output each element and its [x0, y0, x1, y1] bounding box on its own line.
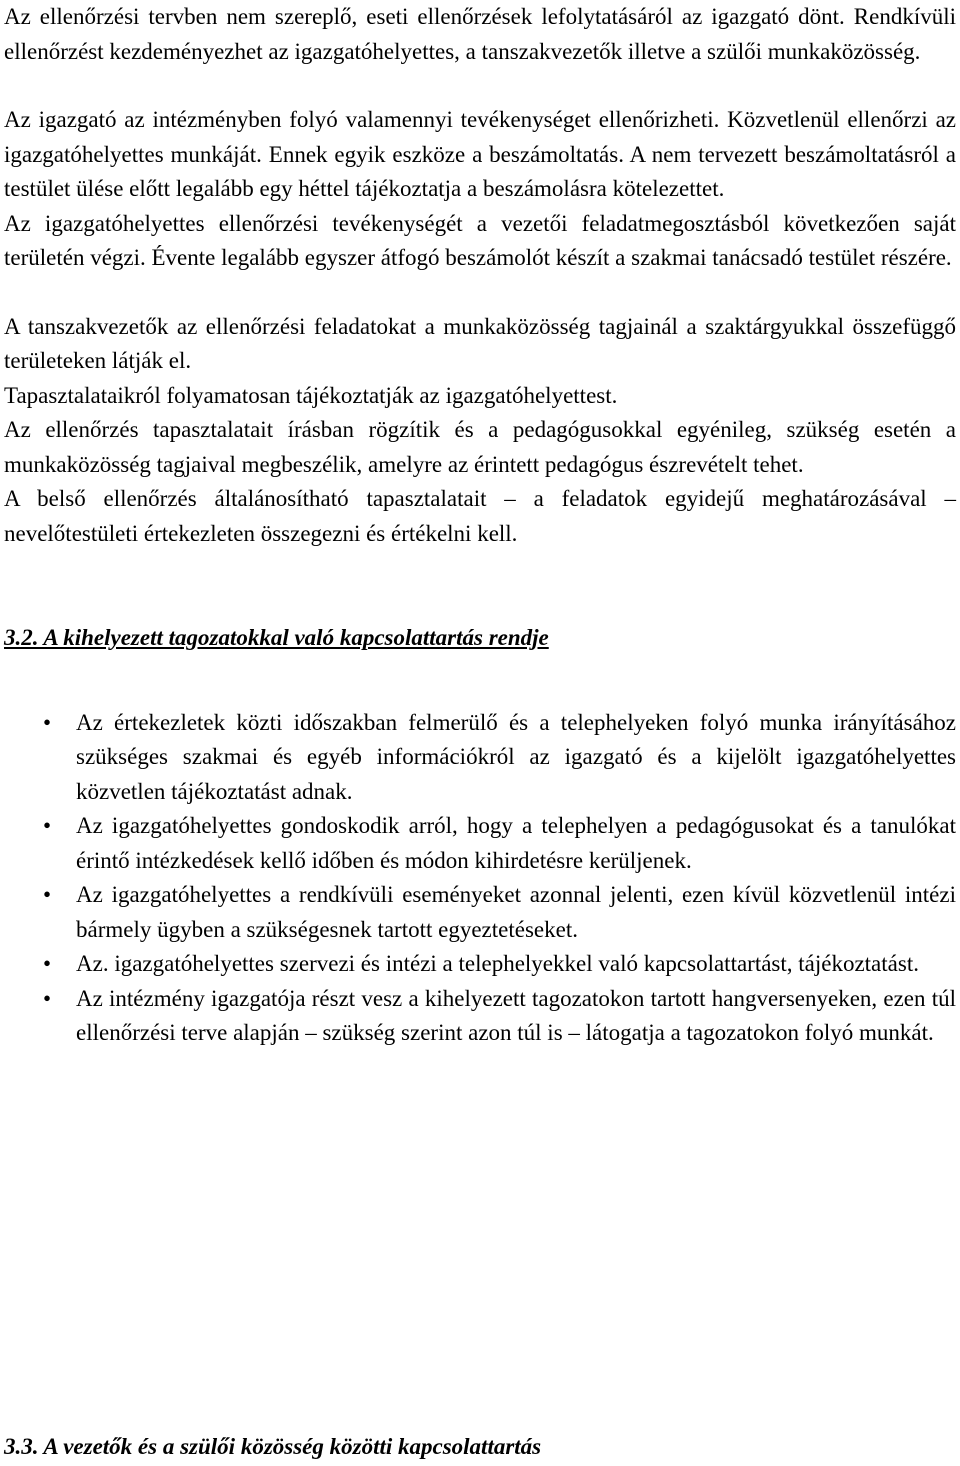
document-page [4, 0, 956, 1459]
list-item-text: Az igazgatóhelyettes a rendkívüli eseményeket azonnal jelenti, ezen kívül közvetlenül intézi bármely ügyben a szükségesnek tartott egyeztetéseket. [76, 882, 956, 942]
paragraph-igazgato-ellenorzes: Az igazgató az intézményben folyó valamennyi tevékenységet ellenőrizheti. Közvetlenül ellenőrzi az igazgatóhelyettes munkáját. Ennek egyik eszköze a beszámoltatás. A nem tervezett beszámoltatásról a testület ülése előtt legalább egy héttel tájékoztatja a beszámolásra kötelezettet. [4, 107, 956, 201]
paragraph-group-tanszakvezetok [4, 310, 956, 552]
bullet-icon: • [42, 882, 52, 907]
list-item [4, 809, 956, 878]
paragraph-tanszakvezetok: A tanszakvezetők az ellenőrzési feladatokat a munkaközösség tagjainál a szaktárgyukkal összefüggő területeken látják el. [4, 313, 956, 373]
list-item [4, 982, 956, 1051]
section-heading-3-3: 3.3. A vezetők és a szülői közösség közötti kapcsolattartás [4, 1434, 542, 1459]
paragraph-eseti-ellenorzesek: Az ellenőrzési tervben nem szereplő, eseti ellenőrzések lefolytatásáról az igazgató dönt. Rendkívüli ellenőrzést kezdeményezhet az igazgatóhelyettes, a tanszakvezetők illetve a szülői munkaközösség. [4, 4, 956, 64]
paragraph-tapasztalatok: Tapasztalataikról folyamatosan tájékoztatják az igazgatóhelyettest. [4, 382, 618, 408]
paragraph-belso-ellenorzes: A belső ellenőrzés általánosítható tapasztalatait – a feladatok egyidejű meghatározásával – nevelőtestületi értekezleten összegezni és értékelni kell. [4, 486, 956, 546]
section-heading-3-2: 3.2. A kihelyezett tagozatokkal való kapcsolattartás rendje [4, 625, 549, 650]
paragraph-group-igazgato [4, 103, 956, 276]
list-item-text: Az intézmény igazgatója részt vesz a kihelyezett tagozatokon tartott hangversenyeken, ezen túl ellenőrzési terve alapján – szükség szerint azon túl is – látogatja a tagozatokon folyó munkát. [76, 985, 956, 1045]
bullet-icon: • [42, 985, 52, 1011]
list-item [4, 878, 956, 947]
bullet-list-kapcsolattartas [4, 706, 956, 1051]
list-item [4, 706, 956, 810]
paragraph-irasban-rogzites: Az ellenőrzés tapasztalatait írásban rögzítik és a pedagógusokkal egyénileg, szükség esetén a munkaközösség tagjaival megbeszélik, amelyre az érintett pedagógus észrevételt tehet. [4, 417, 956, 477]
list-item [4, 947, 956, 982]
paragraph-igazgatohelyettes-ellenorzes: Az igazgatóhelyettes ellenőrzési tevékenységét a vezetői feladatmegosztásból következően saját területén végzi. Évente legalább egyszer átfogó beszámolót készít a szakmai tanácsadó testület részére. [4, 210, 956, 270]
bullet-icon: • [42, 709, 52, 735]
list-item-text: Az igazgatóhelyettes gondoskodik arról, hogy a telephelyen a pedagógusokat és a tanulókat érintő intézkedések kellő időben és módon kihirdetésre kerüljenek. [76, 813, 956, 873]
list-item-text: Az. igazgatóhelyettes szervezi és intézi a telephelyekkel való kapcsolattartást, tájékoztatást. [76, 951, 919, 976]
bullet-icon: • [42, 951, 52, 976]
bullet-icon: • [42, 813, 52, 838]
list-item-text: Az értekezletek közti időszakban felmerülő és a telephelyeken folyó munka irányításához szükséges szakmai és egyéb információkról az igazgató és a kijelölt igazgatóhelyettes közvetlen tájékoztatást adnak. [76, 709, 956, 804]
